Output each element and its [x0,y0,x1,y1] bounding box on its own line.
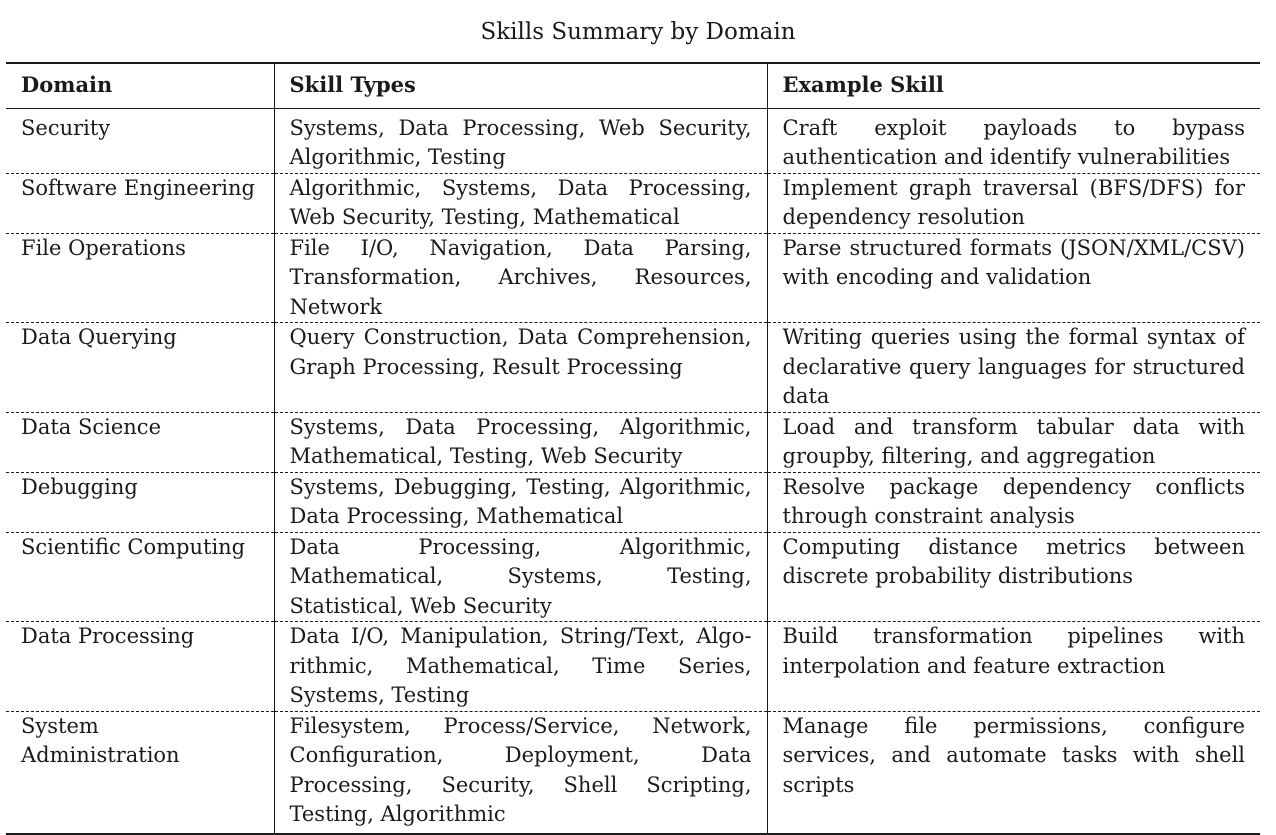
skill-types-cell: Systems, Debugging, Testing, Algorithmic, Data Processing, Mathematical [274,472,767,532]
skill-types-cell: Systems, Data Processing, Algorithmic, Mathematical, Testing, Web Security [274,412,767,472]
skill-types-cell: Data I/O, Manipulation, String/Text, Algorithmic, Mathematical, Time Series, Systems, Testing [274,622,767,712]
header-domain: Domain [6,63,274,108]
domain-cell: Data Querying [6,323,274,413]
skill-types-cell: Data Processing, Algorithmic, Mathematical, Systems, Testing, Statistical, Web Security [274,532,767,622]
example-skill-cell: Resolve package dependency conflicts through constraint analysis [767,472,1260,532]
table-row [6,233,1260,323]
table-header-row [6,63,1260,108]
domain-cell: Software Engineering [6,173,274,233]
example-skill-cell: Craft exploit payloads to bypass authentication and identify vulnerabilities [767,108,1260,173]
domain-cell: Debugging [6,472,274,532]
table-row [6,532,1260,622]
example-skill-cell: Load and transform tabular data with groupby, filtering, and aggregation [767,412,1260,472]
table-row [6,622,1260,712]
header-example-skill: Example Skill [767,63,1260,108]
table-row [6,173,1260,233]
skill-types-cell: Filesystem, Process/Service, Network, Configuration, Deployment, Data Processing, Security, Shell Scripting, Testing, Algorithmic [274,711,767,834]
domain-cell: Data Processing [6,622,274,712]
skill-types-cell: Systems, Data Processing, Web Security, Algorithmic, Testing [274,108,767,173]
example-skill-cell: Parse structured formats (JSON/XML/CSV) with encoding and validation [767,233,1260,323]
table-caption: Skills Summary by Domain [480,19,796,45]
skills-table [6,62,1260,835]
skill-types-cell: Algorithmic, Systems, Data Processing, Web Security, Testing, Mathematical [274,173,767,233]
skill-types-cell: Query Construction, Data Comprehension, Graph Processing, Result Processing [274,323,767,413]
table-row [6,412,1260,472]
example-skill-cell: Writing queries using the formal syntax of declarative query languages for structured data [767,323,1260,413]
table-row [6,711,1260,834]
domain-cell: File Operations [6,233,274,323]
table-row [6,108,1260,173]
header-skill-types: Skill Types [274,63,767,108]
domain-cell: Data Science [6,412,274,472]
example-skill-cell: Computing distance metrics between discrete probability distributions [767,532,1260,622]
domain-cell: Security [21,115,111,140]
example-skill-cell: Build transformation pipelines with interpolation and feature extraction [767,622,1260,712]
example-skill-cell: Manage file permissions, configure services, and automate tasks with shell scripts [767,711,1260,834]
domain-cell: Scientific Computing [6,532,274,622]
domain-cell: System Administration [6,711,274,834]
skill-types-cell: File I/O, Navigation, Data Parsing, Transformation, Archives, Resources, Network [274,233,767,323]
example-skill-cell: Implement graph traversal (BFS/DFS) for dependency resolution [767,173,1260,233]
table-row [6,323,1260,413]
table-row [6,472,1260,532]
